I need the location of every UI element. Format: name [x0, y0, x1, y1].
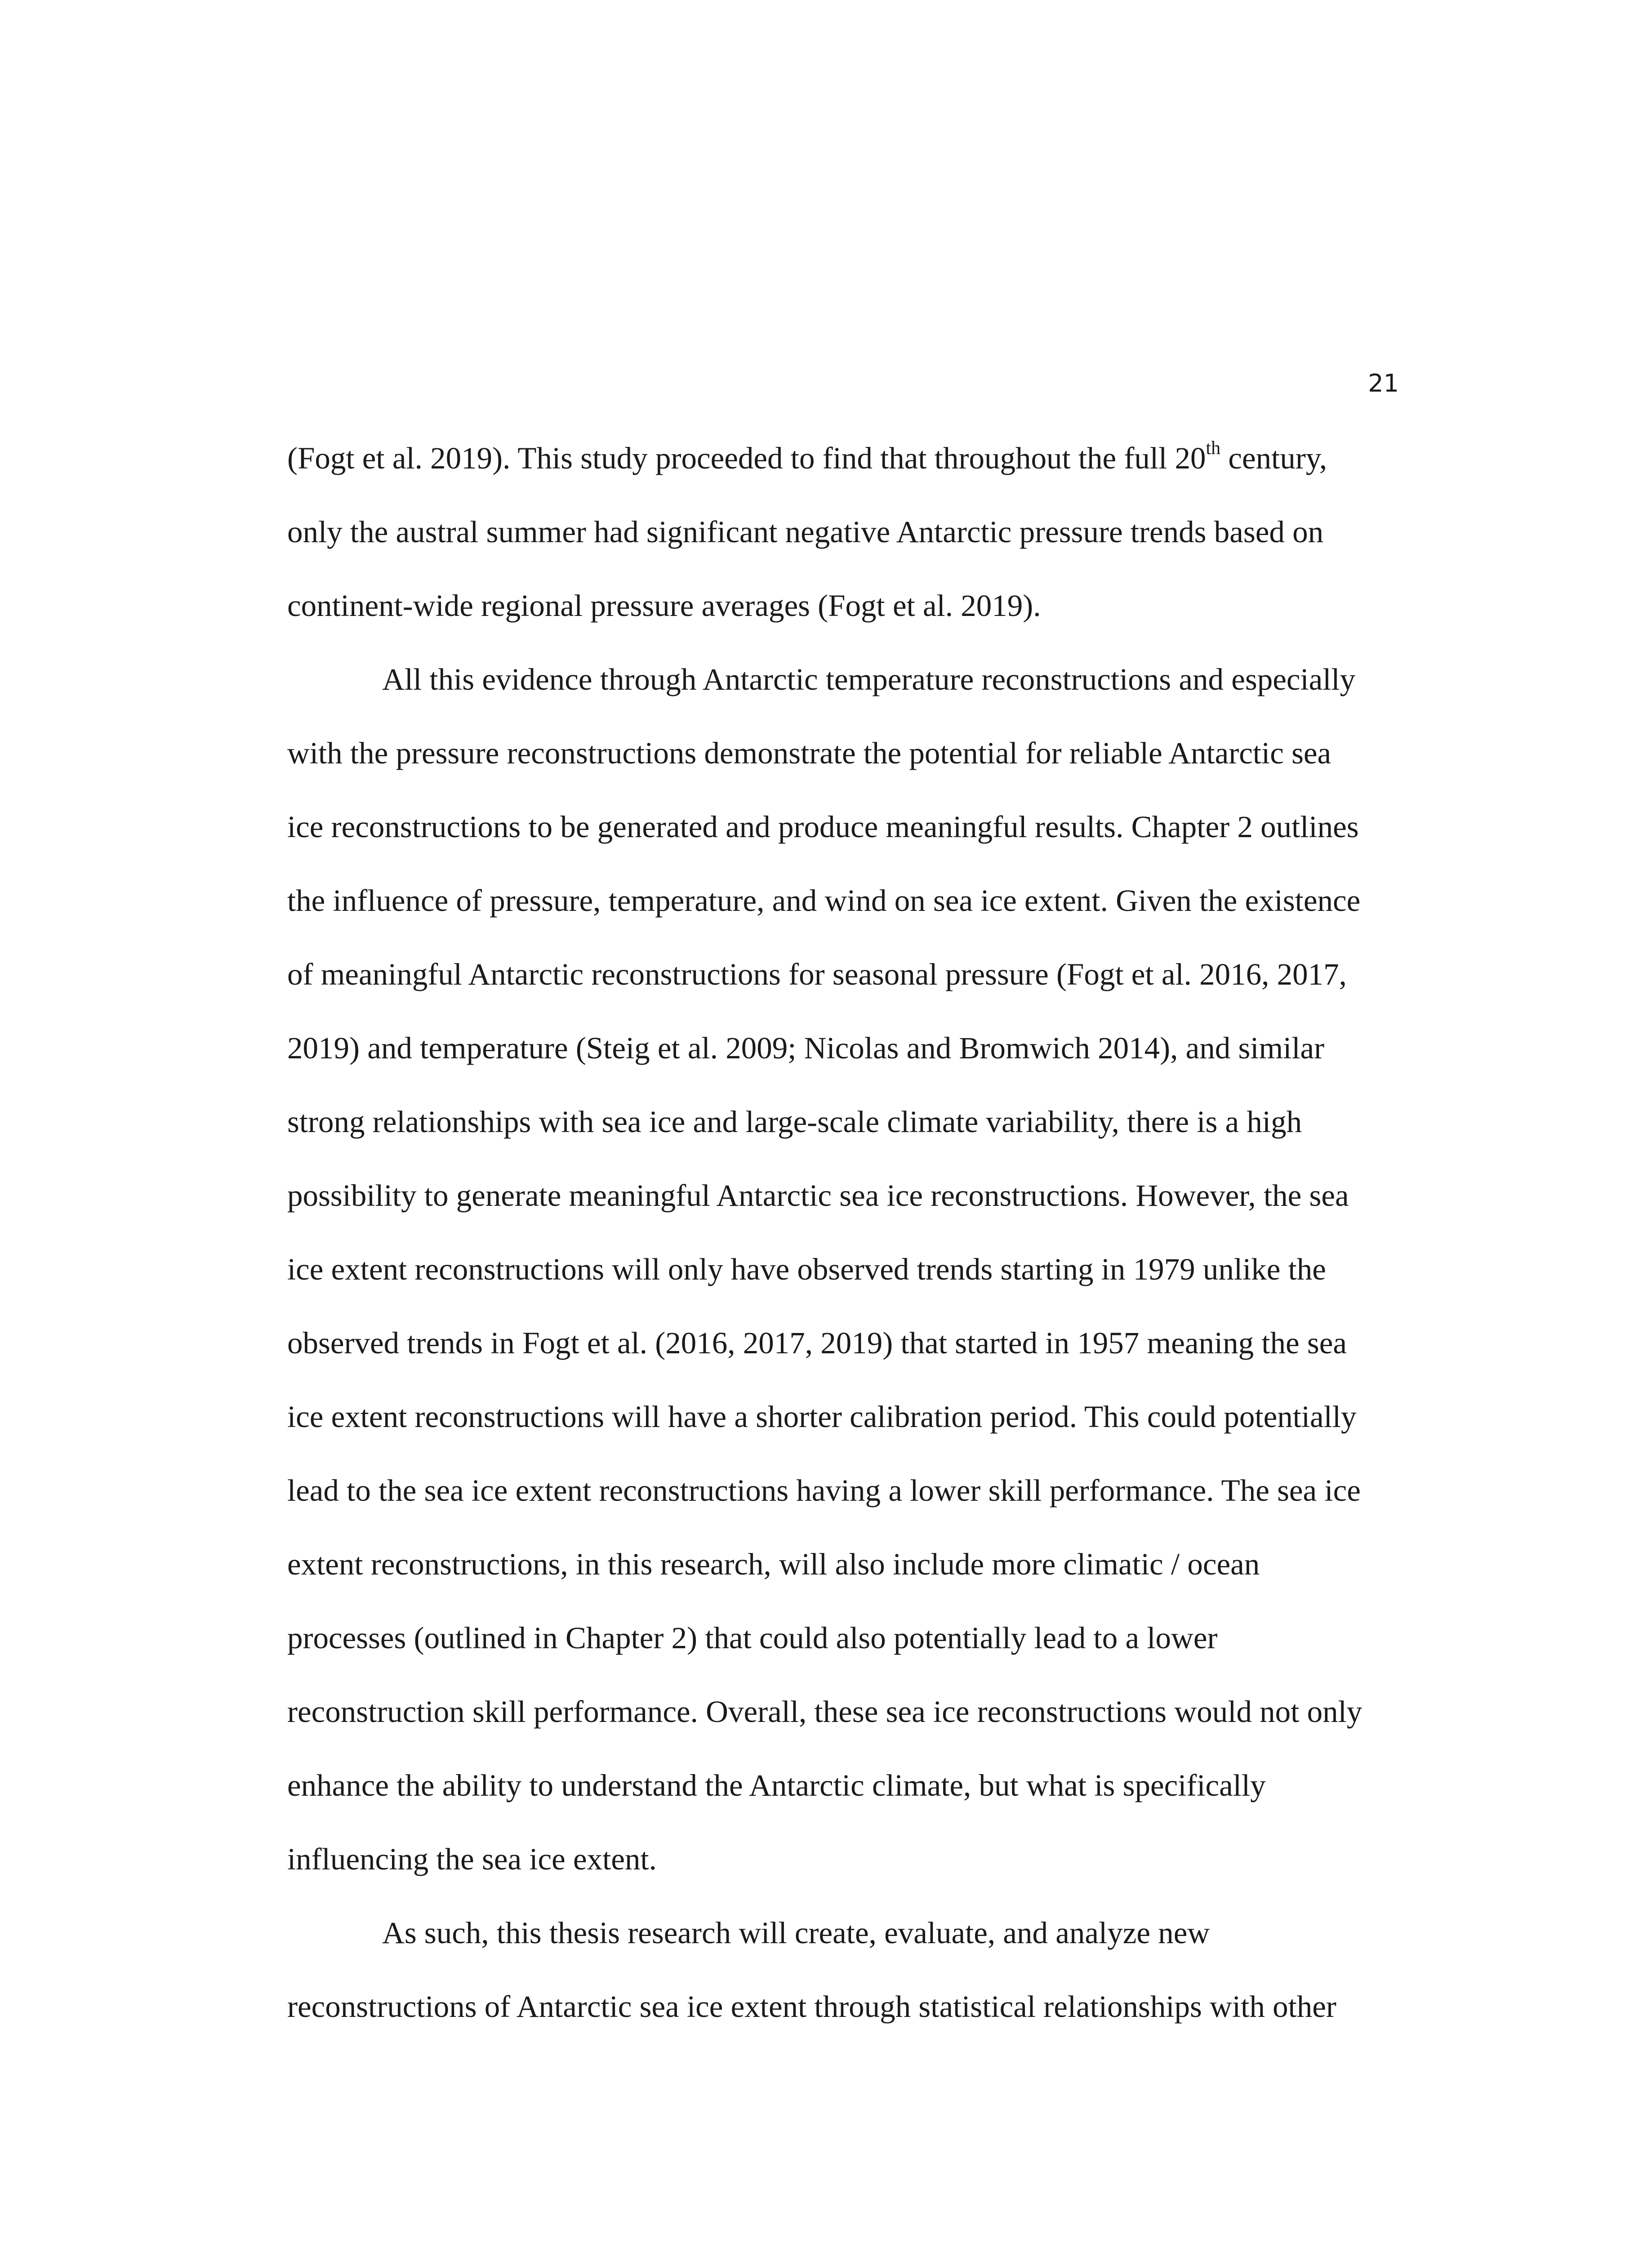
text-line: ice reconstructions to be generated and produce meaningful results. Chapter 2 outlines	[287, 810, 1359, 844]
page-number: 21	[1368, 369, 1399, 397]
text-line: the influence of pressure, temperature, and wind on sea ice extent. Given the existence	[287, 883, 1361, 918]
text-line: only the austral summer had significant negative Antarctic pressure trends based on	[287, 515, 1324, 549]
text-line: ice extent reconstructions will only have observed trends starting in 1979 unlike the	[287, 1252, 1326, 1286]
text-line: processes (outlined in Chapter 2) that could also potentially lead to a lower	[287, 1621, 1218, 1655]
text-line: 2019) and temperature (Steig et al. 2009; Nicolas and Bromwich 2014), and similar	[287, 1031, 1325, 1065]
text-line: observed trends in Fogt et al. (2016, 2017, 2019) that started in 1957 meaning the sea	[287, 1326, 1347, 1360]
text-segment: century,	[1220, 441, 1327, 475]
text-line: extent reconstructions, in this research, will also include more climatic / ocean	[287, 1547, 1260, 1581]
text-line: reconstructions of Antarctic sea ice extent through statistical relationships with other	[287, 1989, 1336, 2024]
text-line: enhance the ability to understand the Antarctic climate, but what is specifically	[287, 1768, 1266, 1802]
text-line: As such, this thesis research will create, evaluate, and analyze new	[382, 1916, 1210, 1950]
text-line: possibility to generate meaningful Antarctic sea ice reconstructions. However, the sea	[287, 1178, 1349, 1213]
text-line: lead to the sea ice extent reconstructions having a lower skill performance. The sea ice	[287, 1473, 1361, 1508]
text-line: reconstruction skill performance. Overall, these sea ice reconstructions would not only	[287, 1695, 1363, 1729]
superscript: th	[1206, 438, 1221, 459]
text-line: ice extent reconstructions will have a shorter calibration period. This could potentially	[287, 1400, 1357, 1434]
text-line	[287, 438, 1327, 475]
text-line: continent-wide regional pressure averages (Fogt et al. 2019).	[287, 589, 1041, 623]
text-line: of meaningful Antarctic reconstructions for seasonal pressure (Fogt et al. 2016, 2017,	[287, 957, 1347, 991]
text-line: with the pressure reconstructions demonstrate the potential for reliable Antarctic sea	[287, 736, 1331, 770]
text-line: All this evidence through Antarctic temperature reconstructions and especially	[382, 662, 1356, 696]
text-segment: (Fogt et al. 2019). This study proceeded to find that throughout the full 20	[287, 441, 1206, 475]
text-line: strong relationships with sea ice and large-scale climate variability, there is a high	[287, 1105, 1302, 1139]
text-line: influencing the sea ice extent.	[287, 1842, 657, 1876]
